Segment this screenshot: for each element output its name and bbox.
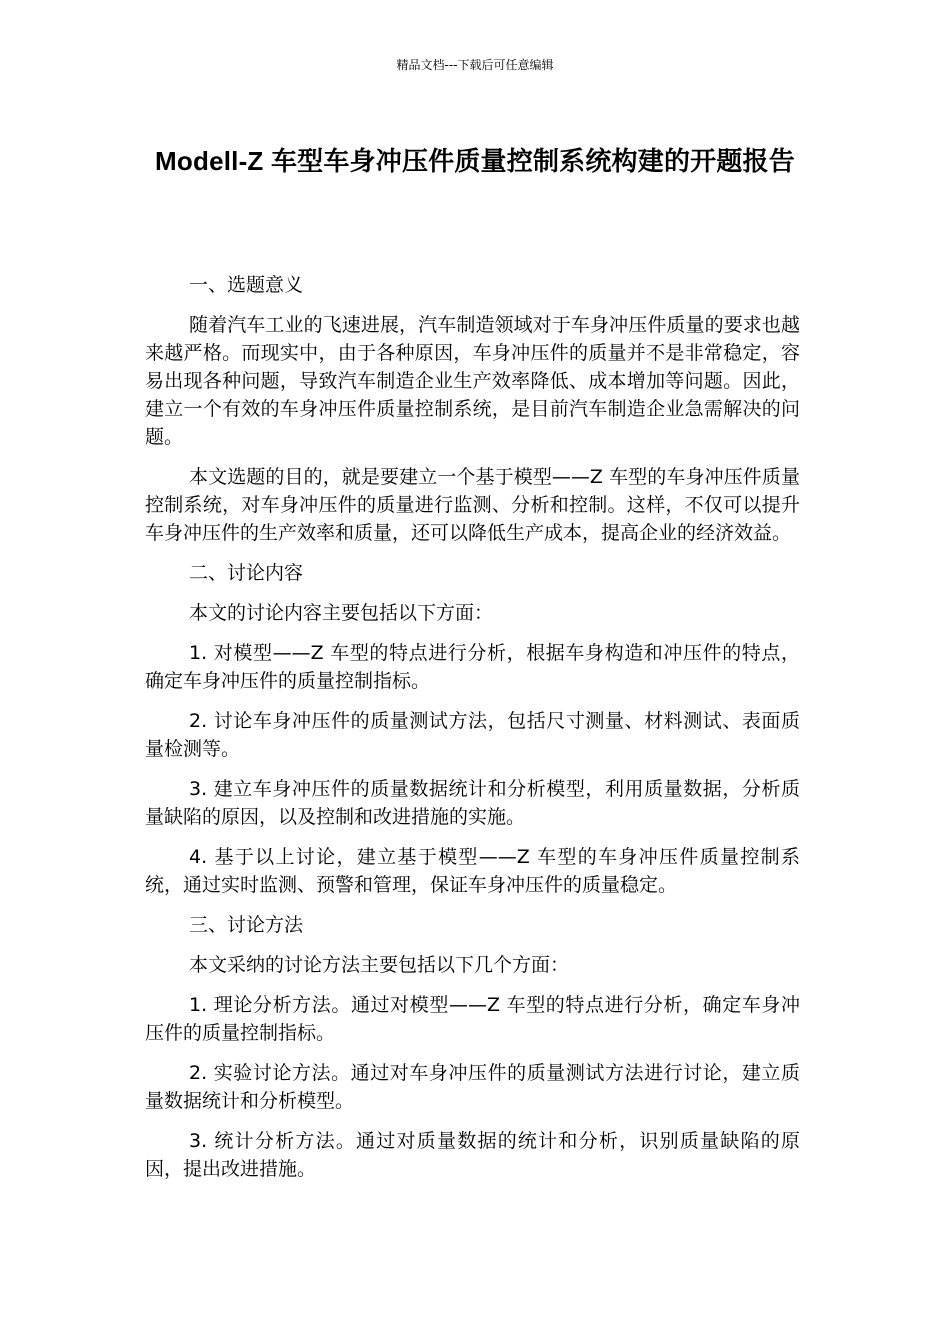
section-heading-significance: 一、选题意义 <box>189 274 304 296</box>
list-item: 1. 对模型——Z 车型的特点进行分析，根据车身构造和冲压件的特点，确定车身冲压件的质量控制指标。 <box>145 642 800 692</box>
list-item: 1. 理论分析方法。通过对模型——Z 车型的特点进行分析，确定车身冲压件的质量控制指标。 <box>145 994 800 1044</box>
paragraph: 本文的讨论内容主要包括以下方面： <box>189 602 494 624</box>
list-item: 2. 实验讨论方法。通过对车身冲压件的质量测试方法进行讨论，建立质量数据统计和分析模型。 <box>145 1062 800 1112</box>
paragraph: 随着汽车工业的飞速进展，汽车制造领域对于车身冲压件质量的要求也越来越严格。而现实中，由于各种原因，车身冲压件的质量并不是非常稳定，容易出现各种问题，导致汽车制造企业生产效率降低、成本增加等问题。因此，建立一个有效的车身冲压件质量控制系统，是目前汽车制造企业急需解决的问题。 <box>145 314 800 448</box>
list-item: 2. 讨论车身冲压件的质量测试方法，包括尺寸测量、材料测试、表面质量检测等。 <box>145 710 800 760</box>
paragraph: 本文选题的目的，就是要建立一个基于模型——Z 车型的车身冲压件质量控制系统，对车身冲压件的质量进行监测、分析和控制。这样，不仅可以提升车身冲压件的生产效率和质量，还可以降低生产成本，提高企业的经济效益。 <box>145 466 800 544</box>
section-heading-methods: 三、讨论方法 <box>189 914 304 936</box>
paragraph: 本文采纳的讨论方法主要包括以下几个方面： <box>189 954 570 976</box>
document-title: Modell-Z 车型车身冲压件质量控制系统构建的开题报告 <box>155 146 795 176</box>
document-body <box>145 271 800 1195</box>
list-item: 3. 建立车身冲压件的质量数据统计和分析模型，利用质量数据，分析质量缺陷的原因，以及控制和改进措施的实施。 <box>145 778 800 828</box>
section-heading-content: 二、讨论内容 <box>189 562 304 584</box>
list-item: 4. 基于以上讨论，建立基于模型——Z 车型的车身冲压件质量控制系统，通过实时监测、预警和管理，保证车身冲压件的质量稳定。 <box>145 846 800 896</box>
header-note: 精品文档---下载后可任意编辑 <box>396 58 554 72</box>
list-item: 3. 统计分析方法。通过对质量数据的统计和分析，识别质量缺陷的原因，提出改进措施。 <box>145 1130 800 1180</box>
